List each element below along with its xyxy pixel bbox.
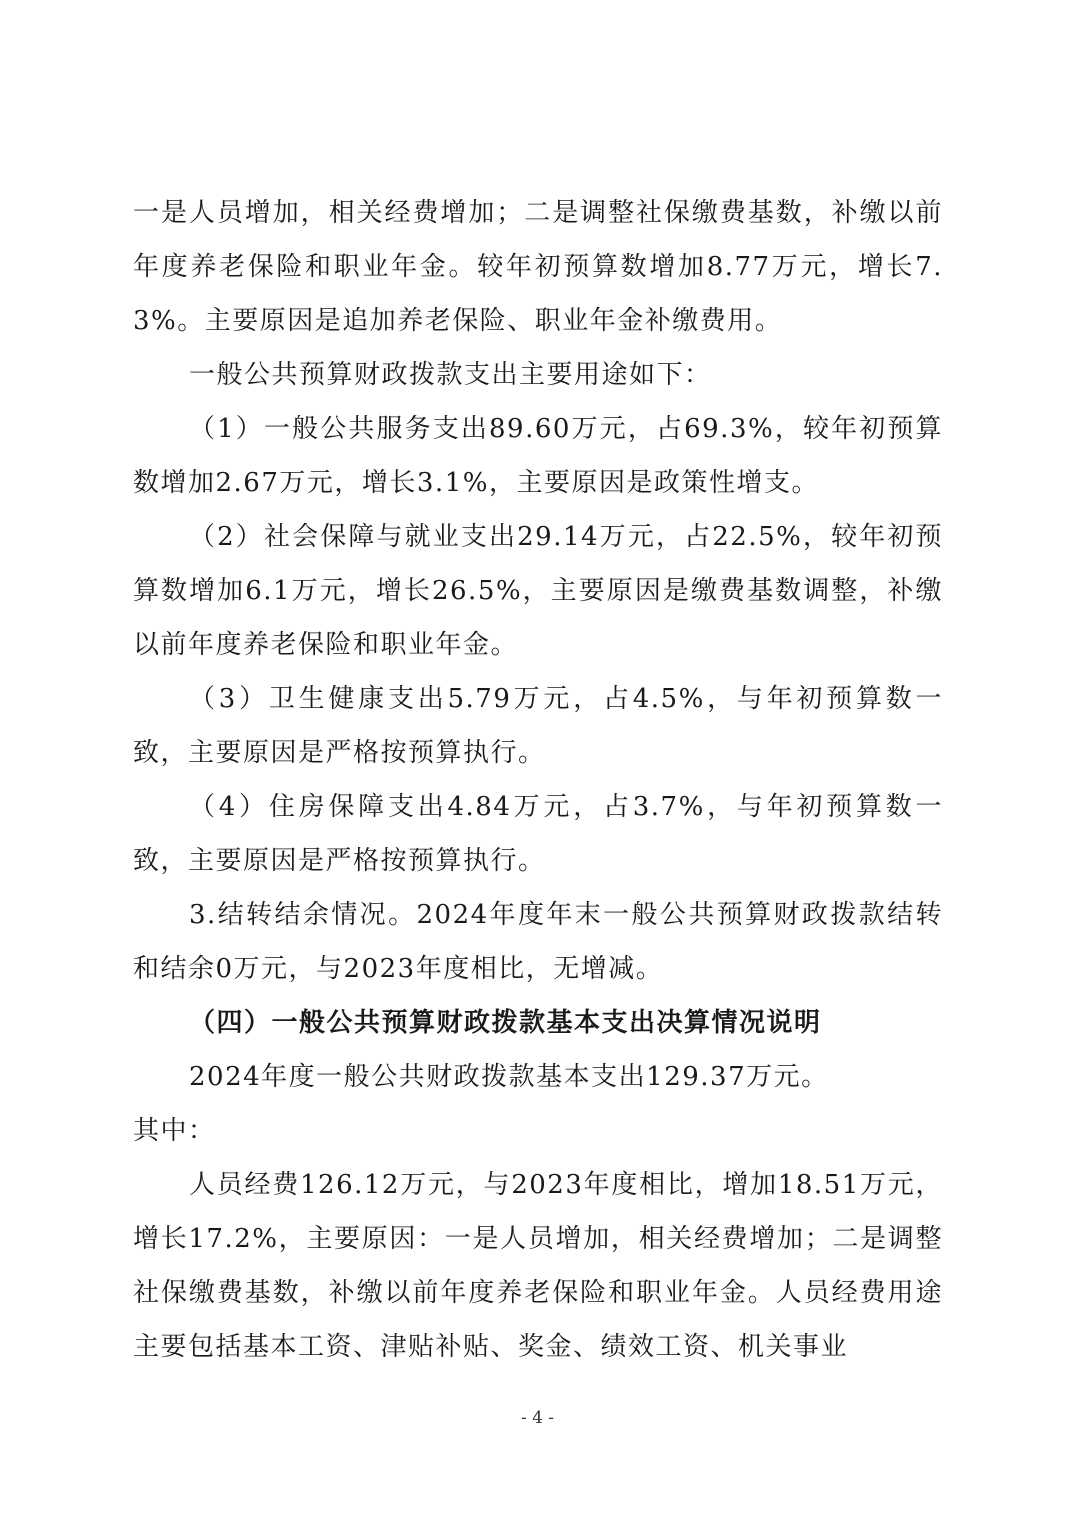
paragraph-6: （4）住房保障支出4.84万元，占3.7%，与年初预算数一致，主要原因是严格按预算执行。 (133, 792, 943, 876)
paragraph-2: 一般公共预算财政拨款支出主要用途如下： (189, 360, 712, 390)
paragraph-3: （1）一般公共服务支出89.60万元，占69.3%，较年初预算数增加2.67万元，增长3.1%，主要原因是政策性增支。 (133, 414, 943, 498)
paragraph-5: （3）卫生健康支出5.79万元，占4.5%，与年初预算数一致，主要原因是严格按预算执行。 (133, 684, 943, 768)
paragraph-11: 人员经费126.12万元，与2023年度相比，增加18.51万元，增长17.2%，主要原因：一是人员增加，相关经费增加；二是调整社保缴费基数，补缴以前年度养老保险和职业年金。人员经费用途主要包括基本工资、津贴补贴、奖金、绩效工资、机关事业 (133, 1170, 943, 1362)
paragraph-10: 其中： (133, 1116, 216, 1146)
body-text (133, 186, 943, 1374)
paragraph-4: （2）社会保障与就业支出29.14万元，占22.5%，较年初预算数增加6.1万元，增长26.5%，主要原因是缴费基数调整，补缴以前年度养老保险和职业年金。 (133, 522, 943, 660)
paragraph-7: 3.结转结余情况。2024年度年末一般公共预算财政拨款结转和结余0万元，与2023年度相比，无增减。 (133, 900, 943, 984)
page-number: - 4 - (520, 1408, 555, 1428)
section-heading: （四）一般公共预算财政拨款基本支出决算情况说明 (189, 1008, 822, 1038)
paragraph-1: 一是人员增加，相关经费增加；二是调整社保缴费基数，补缴以前年度养老保险和职业年金。较年初预算数增加8.77万元，增长7.3%。主要原因是追加养老保险、职业年金补缴费用。 (133, 198, 943, 336)
paragraph-9: 2024年度一般公共财政拨款基本支出129.37万元。 (189, 1062, 829, 1092)
